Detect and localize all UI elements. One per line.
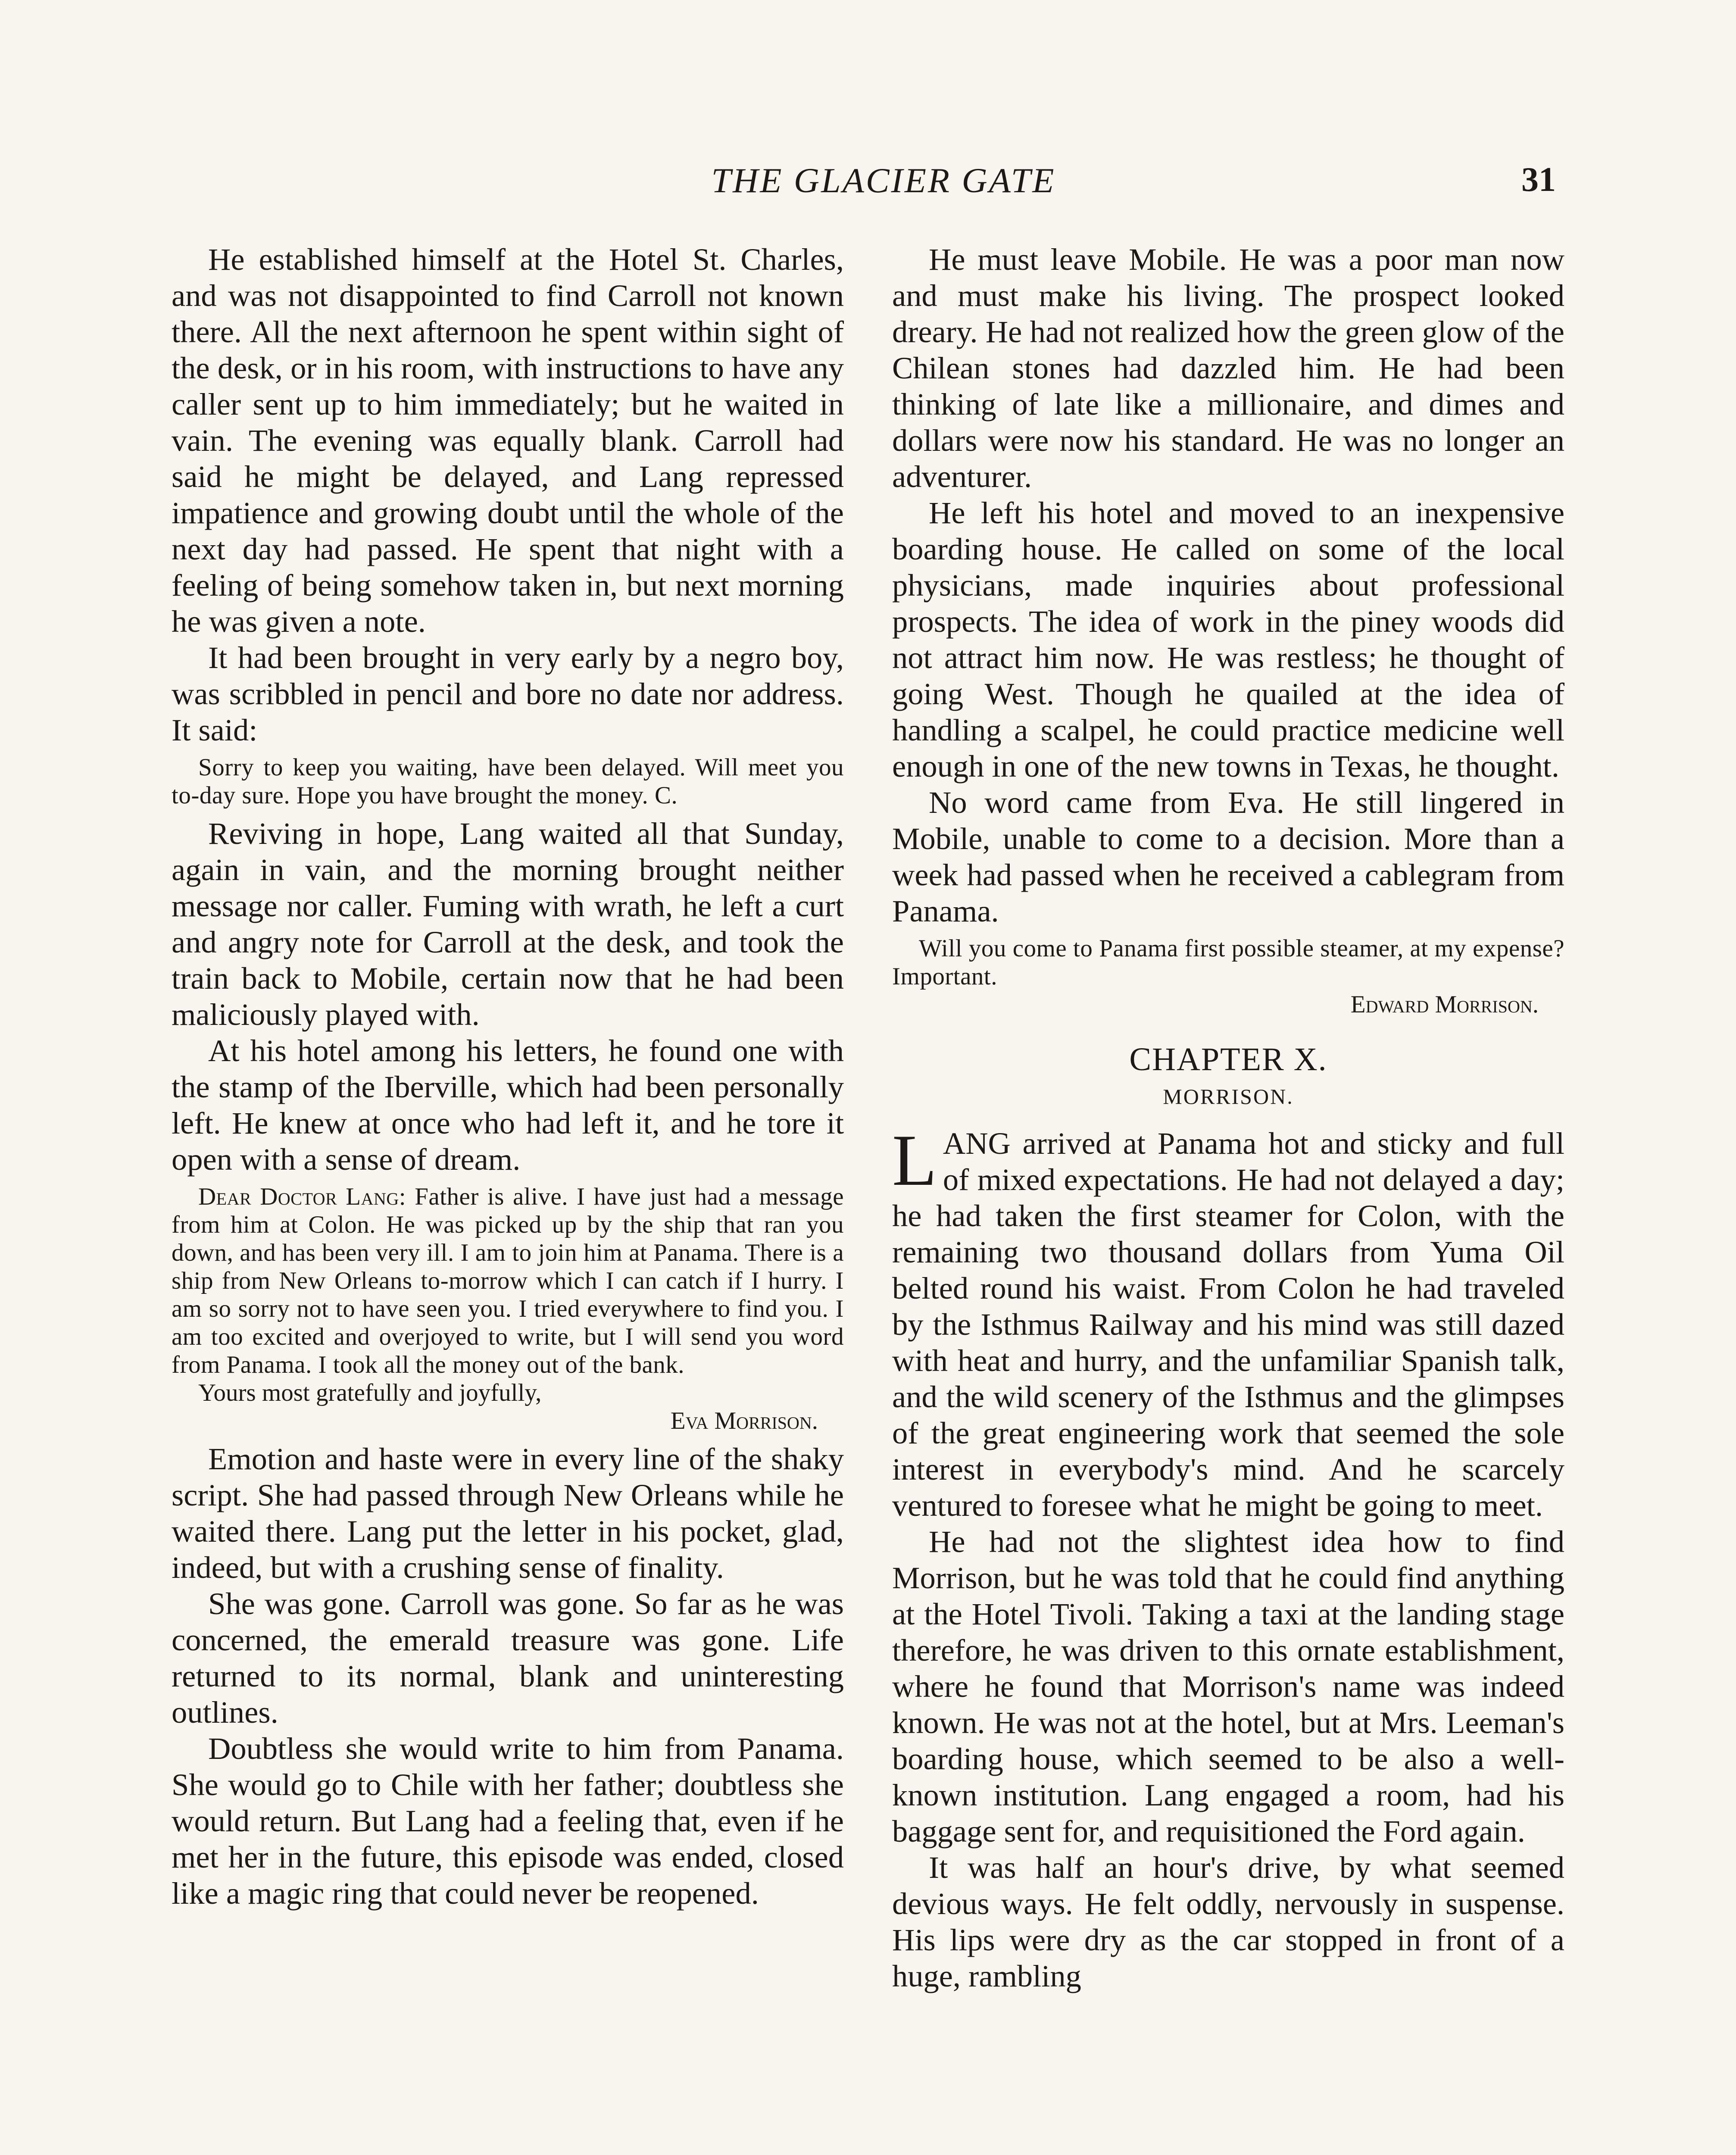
chapter-subtitle: MORRISON. [1163, 1084, 1294, 1109]
paragraph: It had been brought in very early by a negro boy, was scribbled in pencil and bore no date nor address. It said: [172, 640, 844, 747]
paragraph: He must leave Mobile. He was a poor man now and must make his living. The prospect looked dreary. He had not realized how the green glow of the Chilean stones had dazzled him. He had been thinking of late like a millionaire, and dimes and dollars were now his standard. He was no longer an adventurer. [892, 242, 1564, 494]
paragraph: It was half an hour's drive, by what seemed devious ways. He felt oddly, nervously in suspense. His lips were dry as the car stopped in front of a huge, rambling [892, 1850, 1564, 1993]
paragraph: She was gone. Carroll was gone. So far as he was concerned, the emerald treasure was gone. Life returned to its normal, blank and uninteresting outlines. [172, 1586, 844, 1730]
paragraph: Reviving in hope, Lang waited all that Sunday, again in vain, and the morning brought neither message nor caller. Fuming with wrath, he left a curt and angry note for Carroll at the desk, and took the train back to Mobile, certain now that he had been maliciously played with. [172, 816, 844, 1032]
running-header [0, 160, 1736, 208]
quoted-cablegram: Will you come to Panama first possible steamer, at my expense? Important. [892, 935, 1564, 990]
opening-text: ANG arrived at Panama hot and sticky and full of mixed expectations. He had not delayed a day; he had taken the first steamer for Colon, with the remaining two thousand dollars from Yuma Oil belted round his waist. From Colon he had traveled by the Isthmus Railway and his mind was still dazed with heat and hurry, and the unfamiliar Spanish talk, and the wild scenery of the Isthmus and the glimpses of the great engineering work that seemed the sole interest in everybody's mind. And he scarcely ventured to foresee what he might be going to meet. [892, 1126, 1564, 1523]
quoted-letter [172, 1183, 844, 1379]
paragraph: He left his hotel and moved to an inexpensive boarding house. He called on some of the local physicians, made inquiries about professional prospects. The idea of work in the piney woods did not attract him now. He was restless; he thought of going West. Though he quailed at the idea of handling a scalpel, he could practice medicine well enough in one of the new towns in Texas, he thought. [892, 495, 1564, 784]
paragraph: At his hotel among his letters, he found one with the stamp of the Iberville, which had been personally left. He knew at once who had left it, and he tore it open with a sense of dream. [172, 1033, 844, 1177]
paragraph: Doubtless she would write to him from Panama. She would go to Chile with her father; doubtless she would return. But Lang had a feeling that, even if he met her in the future, this episode was ended, closed like a magic ring that could never be reopened. [172, 1731, 844, 1911]
quoted-note: Sorry to keep you waiting, have been delayed. Will meet you to-day sure. Hope you have brought the money. C. [172, 754, 844, 809]
cable-signature: Edward Morrison. [1350, 991, 1539, 1018]
letter-salutation: Dear Doctor Lang: [198, 1183, 406, 1210]
paragraph: No word came from Eva. He still lingered in Mobile, unable to come to a decision. More than a week had passed when he received a cablegram from Panama. [892, 785, 1564, 928]
paragraph: He established himself at the Hotel St. Charles, and was not disappointed to find Carroll not known there. All the next afternoon he spent within sight of the desk, or in his room, with instructions to have any caller sent up to him immediately; but he waited in vain. The evening was equally blank. Carroll had said he might be delayed, and Lang repressed impatience and growing doubt until the whole of the next day had passed. He spent that night with a feeling of being somehow taken in, but next morning he was given a note. [172, 242, 844, 639]
paragraph: Emotion and haste were in every line of the shaky script. She had passed through New Orleans while he waited there. Lang put the letter in his pocket, glad, indeed, but with a crushing sense of finality. [172, 1441, 844, 1585]
paragraph: He had not the slightest idea how to find Morrison, but he was told that he could find anything at the Hotel Tivoli. Taking a taxi at the landing stage therefore, he was driven to this ornate establishment, where he found that Morrison's name was indeed known. He was not at the hotel, but at Mrs. Leeman's boarding house, which seemed to be also a well-known institution. Lang engaged a room, had his baggage sent for, and requisitioned the Ford again. [892, 1524, 1564, 1849]
page-number: 31 [1521, 161, 1556, 199]
letter-signature: Eva Morrison. [670, 1407, 818, 1434]
left-column [172, 241, 844, 1911]
letter-closing: Yours most gratefully and joyfully, [198, 1379, 542, 1406]
right-column [892, 241, 1564, 1994]
chapter-opening-paragraph [892, 1120, 1564, 1524]
letter-body: Father is alive. I have just had a message from him at Colon. He was picked up by the ship that ran you down, and has been very ill. I am to join him at Panama. There is a ship from New Orleans to-morrow which I can catch if I hurry. I am so sorry not to have seen you. I tried everywhere to find you. I am too excited and overjoyed to write, but I will send you word from Panama. I took all the money out of the bank. [172, 1183, 844, 1378]
running-title: THE GLACIER GATE [711, 161, 1056, 200]
chapter-title: CHAPTER X. [1129, 1041, 1327, 1078]
drop-cap: L [892, 1120, 937, 1201]
